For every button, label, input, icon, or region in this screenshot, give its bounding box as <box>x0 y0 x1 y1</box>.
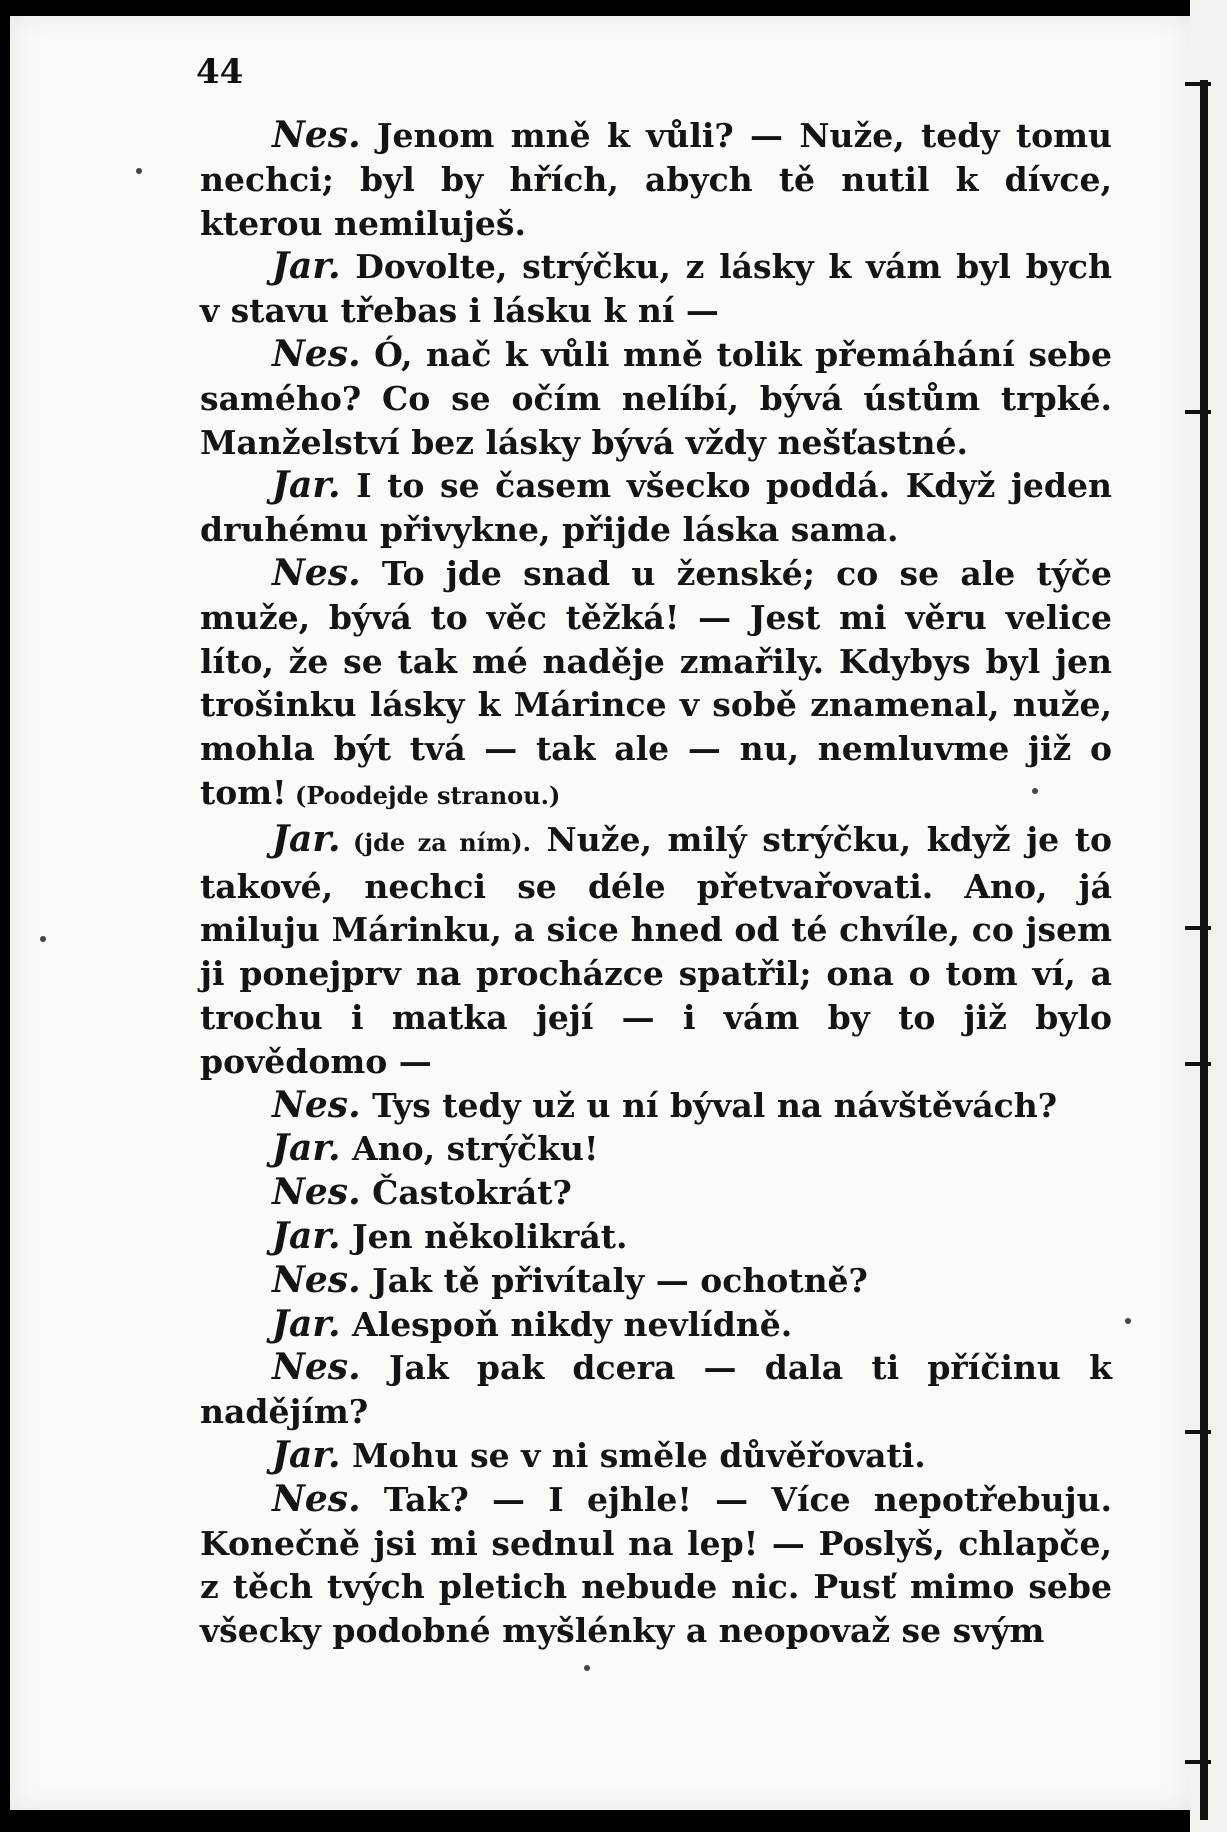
stage-direction: (Poodejde stranou.) <box>286 780 561 810</box>
dialogue-line <box>200 1346 1112 1434</box>
dialogue-line <box>200 1434 1112 1478</box>
line-text: Dovolte, strýčku, z lásky k vám byl bych v stavu třebas i lásku k ní — <box>200 247 1112 331</box>
speaker-name: Nes. <box>272 332 361 375</box>
dialogue-text <box>200 114 1112 1653</box>
dialogue-line <box>200 818 1112 1084</box>
spine-tick <box>1185 1760 1211 1764</box>
spine-tick <box>1185 1430 1211 1434</box>
speaker-name: Jar. <box>272 1433 341 1476</box>
spine-tick <box>1185 926 1211 930</box>
spine-tick <box>1185 1062 1211 1066</box>
dialogue-line <box>200 245 1112 333</box>
dialogue-line <box>200 1215 1112 1259</box>
speaker-name: Nes. <box>272 1258 361 1301</box>
line-text: Jak tě přivítaly — ochotně? <box>360 1260 868 1300</box>
page-number: 44 <box>196 52 244 92</box>
dialogue-line <box>200 1303 1112 1347</box>
speaker-name: Jar. <box>272 1302 341 1345</box>
line-text: Jenom mně k vůli? — Nuže, tedy tomu nechci; byl by hřích, abych tě nutil k dívce, kterou nemiluješ. <box>200 116 1112 243</box>
speaker-name: Nes. <box>272 1477 361 1520</box>
speaker-name: Nes. <box>272 1171 361 1214</box>
speaker-name: Jar. <box>272 464 341 507</box>
spine-tick <box>1185 410 1211 414</box>
line-text: Jak pak dcera — dala ti příčinu k nadějím? <box>200 1348 1112 1432</box>
line-text: Ó, nač k vůli mně tolik přemáhání sebe samého? Co se očím nelíbí, bývá ústům trpké. Manželství bez lásky bývá vždy nešťastné. <box>200 334 1112 462</box>
stage-direction: (jde za ním). <box>340 827 531 857</box>
speaker-name: Nes. <box>272 1083 361 1126</box>
paper-speck <box>584 1665 590 1671</box>
line-text: Mohu se v ni směle důvěřovati. <box>340 1435 926 1475</box>
line-text: Častokrát? <box>360 1173 572 1213</box>
line-text: Tys tedy už u ní býval na návštěvách? <box>360 1085 1058 1125</box>
speaker-name: Jar. <box>272 245 341 288</box>
line-text: Tak? — I ejhle! — Více nepotřebuju. Konečně jsi mi sednul na lep! — Poslyš, chlapče, z těch tvých pletich nebude nic. Pusť mimo sebe všecky podobné myšlénky a neopovaž se svým <box>200 1479 1112 1651</box>
speaker-name: Jar. <box>272 1214 341 1257</box>
spine-edge <box>1200 80 1208 1820</box>
line-text: I to se časem všecko poddá. Když jeden druhému přivykne, přijde láska sama. <box>200 466 1112 550</box>
dialogue-line <box>200 552 1112 818</box>
line-text: Ano, strýčku! <box>340 1129 599 1169</box>
line-text: To jde snad u ženské; co se ale týče muže, bývá to věc těžká! — Jest mi věru velice líto, že se tak mé naděje zmařily. Kdybys byl jen trošinku lásky k Márince v sobě znamenal, nuže, mohla být tvá — tak ale — nu, nemluvme již o tom! <box>200 553 1112 812</box>
speaker-name: Nes. <box>272 551 361 594</box>
dialogue-line <box>200 1084 1112 1128</box>
speaker-name: Jar. <box>272 1127 341 1170</box>
line-text: Alespoň nikdy nevlídně. <box>340 1304 793 1344</box>
speaker-name: Nes. <box>272 114 361 156</box>
spine-tick <box>1185 82 1211 86</box>
dialogue-line <box>200 333 1112 464</box>
dialogue-line <box>200 1478 1112 1653</box>
book-spine <box>1190 0 1227 1832</box>
paper-speck <box>40 936 46 942</box>
dialogue-line <box>200 464 1112 552</box>
line-text: Jen několikrát. <box>340 1216 628 1256</box>
paper-speck <box>136 168 142 174</box>
line-text: Nuže, milý strýčku, když je to takové, nechci se déle přetvařovati. Ano, já miluju Márinku, a sice hned od té chvíle, co jsem ji ponejprv na procházce spatřil; ona o tom ví, a trochu i matka její — i vám by to již bylo povědomo — <box>200 819 1112 1081</box>
dialogue-line <box>200 114 1112 245</box>
speaker-name: Jar. <box>272 817 341 860</box>
dialogue-line <box>200 1259 1112 1303</box>
paper-speck <box>1125 1318 1131 1324</box>
dialogue-line <box>200 1127 1112 1171</box>
dialogue-line <box>200 1171 1112 1215</box>
speaker-name: Nes. <box>272 1346 361 1389</box>
